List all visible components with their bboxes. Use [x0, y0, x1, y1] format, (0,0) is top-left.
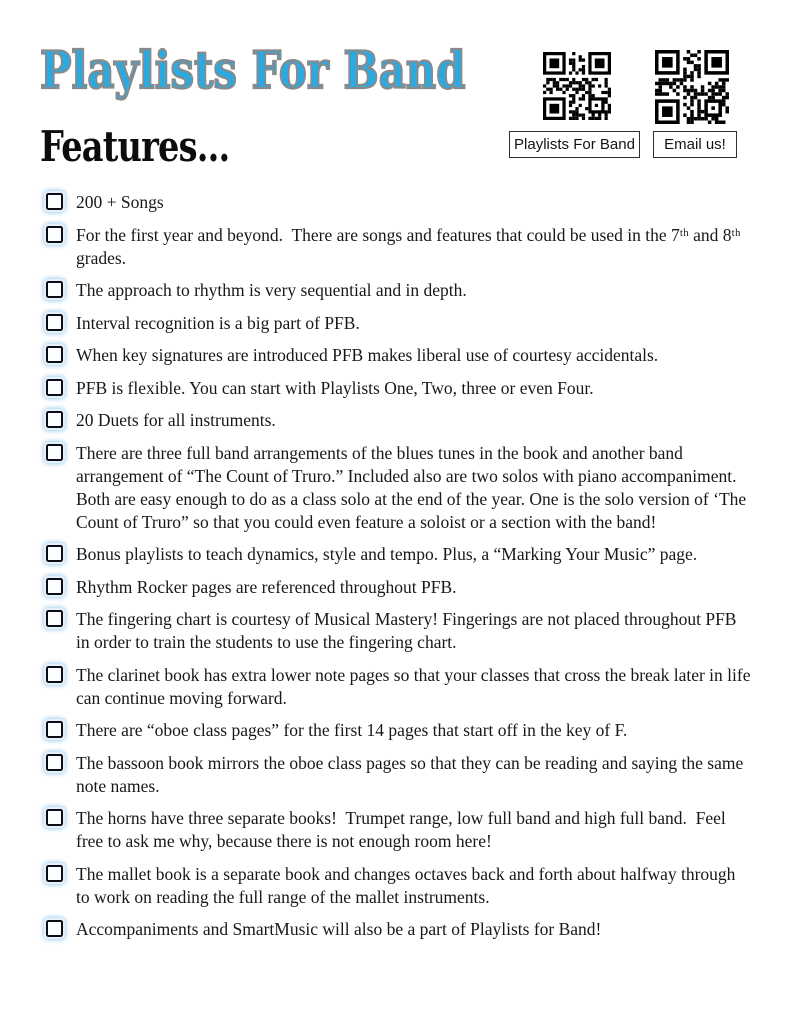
playlists-for-band-button[interactable]: [509, 131, 640, 158]
feature-text: Rhythm Rocker pages are referenced throughout PFB.: [76, 576, 457, 597]
feature-text: When key signatures are introduced PFB makes liberal use of courtesy accidentals.: [76, 345, 659, 365]
checkbox-icon[interactable]: [46, 281, 63, 298]
feature-text: Accompaniments and SmartMusic will also be a part of Playlists for Band!: [76, 919, 602, 939]
checkbox-icon[interactable]: [46, 411, 63, 428]
feature-item: [46, 719, 756, 742]
checkbox-icon[interactable]: [46, 666, 63, 683]
feature-text: The bassoon book mirrors the oboe class pages so that they can be reading and saying the same note names.: [76, 752, 748, 796]
feature-item: [46, 409, 756, 432]
feature-text: The horns have three separate books! Trumpet range, low full band and high full band. Feel free to ask me why, because there is not enough room here!: [76, 808, 731, 851]
feature-item: [46, 224, 756, 270]
features-list: [46, 191, 756, 951]
feature-item: [46, 344, 756, 367]
feature-item: [46, 752, 756, 798]
feature-item: [46, 807, 756, 853]
feature-text: The fingering chart is courtesy of Musical Mastery! Fingerings are not placed throughout PFB in order to train the students to use the fingering chart.: [76, 609, 741, 652]
feature-text: Bonus playlists to teach dynamics, style and tempo. Plus, a “Marking Your Music” page.: [76, 544, 698, 564]
feature-item: [46, 442, 756, 534]
checkbox-icon[interactable]: [46, 610, 63, 627]
feature-text: The mallet book is a separate book and changes octaves back and forth about halfway through to work on reading the full range of the mallet instruments.: [76, 863, 740, 907]
page-title: Playlists For Band: [40, 41, 466, 101]
feature-text: 200 + Songs: [76, 192, 164, 212]
feature-item: [46, 191, 756, 214]
qr-code-playlists-for-band-icon: [543, 52, 611, 120]
feature-text: For the first year and beyond. There are songs and features that could be used in the 7ᵗʰ and 8ᵗʰ grades.: [76, 224, 745, 268]
checkbox-icon[interactable]: [46, 545, 63, 562]
feature-text: Interval recognition is a big part of PFB.: [76, 312, 360, 333]
email-us-button-label: Email us!: [664, 136, 726, 153]
feature-text: 20 Duets for all instruments.: [76, 410, 276, 430]
qr-code-email-icon: [655, 50, 729, 124]
feature-item: [46, 279, 756, 302]
checkbox-icon[interactable]: [46, 346, 63, 363]
checkbox-icon[interactable]: [46, 226, 63, 243]
feature-item: [46, 312, 756, 335]
checkbox-icon[interactable]: [46, 865, 63, 882]
feature-item: [46, 608, 756, 654]
checkbox-icon[interactable]: [46, 809, 63, 826]
feature-item: [46, 543, 756, 566]
checkbox-icon[interactable]: [46, 578, 63, 595]
feature-item: [46, 576, 756, 599]
checkbox-icon[interactable]: [46, 379, 63, 396]
feature-item: [46, 664, 756, 710]
email-us-button[interactable]: [653, 131, 737, 158]
feature-item: [46, 377, 756, 400]
feature-text: The approach to rhythm is very sequential and in depth.: [76, 280, 467, 300]
checkbox-icon[interactable]: [46, 444, 63, 461]
feature-item: [46, 918, 756, 941]
features-heading: Features...: [40, 122, 230, 171]
checkbox-icon[interactable]: [46, 314, 63, 331]
checkbox-icon[interactable]: [46, 920, 63, 937]
feature-text: There are “oboe class pages” for the first 14 pages that start off in the key of F.: [76, 720, 628, 740]
feature-text: The clarinet book has extra lower note pages so that your classes that cross the break later in life can continue moving forward.: [76, 664, 755, 708]
feature-text: PFB is flexible. You can start with Playlists One, Two, three or even Four.: [76, 377, 594, 398]
checkbox-icon[interactable]: [46, 721, 63, 738]
checkbox-icon[interactable]: [46, 193, 63, 210]
feature-item: [46, 863, 756, 909]
playlists-for-band-button-label: Playlists For Band: [514, 136, 635, 153]
checkbox-icon[interactable]: [46, 754, 63, 771]
feature-text: There are three full band arrangements of the blues tunes in the book and another band arrangement of “The Count of Truro.” Included also are two solos with piano accompaniment. Both are easy enough to do as a class solo at the end of the year. One is the solo version of ‘The Count of Truro” so that you could even feature a soloist or a section with the band!: [76, 442, 751, 532]
